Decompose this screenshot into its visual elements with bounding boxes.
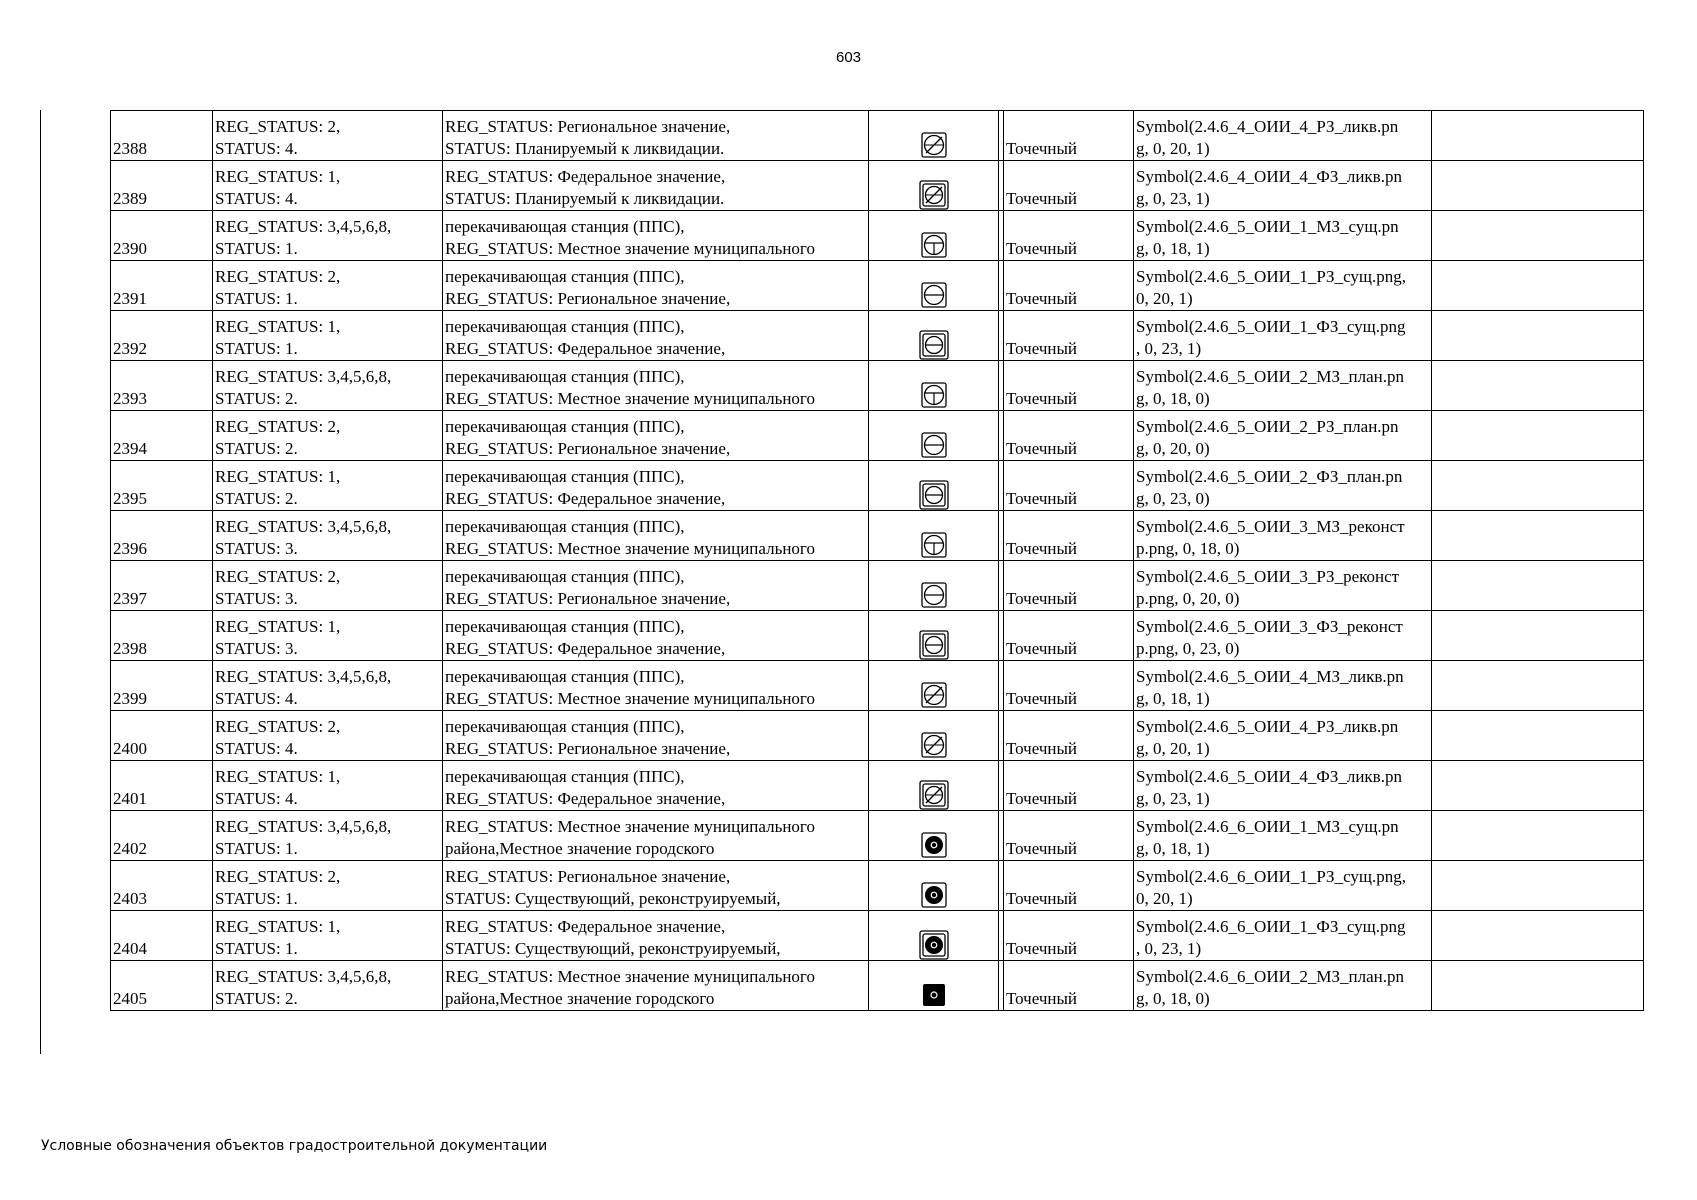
description-cell-line: REG_STATUS: Федеральное значение, <box>445 339 726 358</box>
description-cell-line: STATUS: Существующий, реконструируемый, <box>445 939 781 958</box>
table-row <box>111 661 1644 711</box>
empty-cell <box>1432 111 1644 161</box>
row-id-cell: 2393 <box>111 361 213 411</box>
description-cell <box>443 511 869 561</box>
row-id-cell: 2388 <box>111 111 213 161</box>
attribute-cell-line: REG_STATUS: 3,4,5,6,8, <box>215 217 392 236</box>
description-cell-line: перекачивающая станция (ППС), <box>445 317 685 336</box>
symbol-code-cell-line: , 0, 23, 1) <box>1136 939 1202 958</box>
double-square-circle-bar-icon <box>919 330 949 360</box>
double-square-circle-slash-icon <box>919 180 949 210</box>
symbol-code-cell-line: g, 0, 20, 0) <box>1136 439 1210 458</box>
square-circle-bar-icon <box>919 580 949 610</box>
attribute-cell <box>213 311 443 361</box>
attribute-cell-line: REG_STATUS: 1, <box>215 317 341 336</box>
description-cell-line: перекачивающая станция (ППС), <box>445 717 685 736</box>
geometry-type-cell: Точечный <box>1004 261 1134 311</box>
description-cell-line: REG_STATUS: Местное значение муниципального <box>445 239 815 258</box>
double-square-circle-slash-icon <box>919 780 949 810</box>
description-cell-line: перекачивающая станция (ППС), <box>445 367 685 386</box>
attribute-cell <box>213 911 443 961</box>
table-row <box>111 811 1644 861</box>
description-cell-line: района,Местное значение городского <box>445 839 715 858</box>
attribute-cell-line: REG_STATUS: 3,4,5,6,8, <box>215 667 392 686</box>
description-cell <box>443 761 869 811</box>
symbol-code-cell-line: g, 0, 23, 0) <box>1136 489 1210 508</box>
empty-cell <box>1432 511 1644 561</box>
symbol-code-cell-line: Symbol(2.4.6_6_ОИИ_1_МЗ_сущ.pn <box>1136 817 1399 836</box>
symbol-preview-cell <box>869 811 999 861</box>
attribute-cell-line: REG_STATUS: 3,4,5,6,8, <box>215 367 392 386</box>
symbol-code-cell-line: g, 0, 18, 0) <box>1136 989 1210 1008</box>
table-row <box>111 611 1644 661</box>
attribute-cell <box>213 111 443 161</box>
geometry-type-cell: Точечный <box>1004 561 1134 611</box>
empty-cell <box>1432 711 1644 761</box>
symbol-code-cell-line: р.png, 0, 23, 0) <box>1136 639 1240 658</box>
attribute-cell-line: STATUS: 4. <box>215 789 298 808</box>
attribute-cell-line: STATUS: 4. <box>215 139 298 158</box>
attribute-cell <box>213 711 443 761</box>
attribute-cell-line: REG_STATUS: 3,4,5,6,8, <box>215 817 392 836</box>
attribute-cell-line: REG_STATUS: 1, <box>215 467 341 486</box>
page-number: 603 <box>835 49 862 66</box>
description-cell-line: REG_STATUS: Региональное значение, <box>445 867 731 886</box>
description-cell-line: STATUS: Планируемый к ликвидации. <box>445 189 725 208</box>
description-cell <box>443 411 869 461</box>
square-circle-bar-icon <box>919 430 949 460</box>
symbol-code-cell <box>1134 311 1432 361</box>
symbol-preview-cell <box>869 711 999 761</box>
description-cell-line: перекачивающая станция (ППС), <box>445 467 685 486</box>
description-cell-line: REG_STATUS: Региональное значение, <box>445 439 731 458</box>
symbol-preview-cell <box>869 561 999 611</box>
table-row <box>111 461 1644 511</box>
symbol-preview-cell <box>869 611 999 661</box>
symbol-code-cell-line: Symbol(2.4.6_5_ОИИ_2_ФЗ_план.pn <box>1136 467 1403 486</box>
attribute-cell-line: STATUS: 2. <box>215 389 298 408</box>
double-filled-square-dot-icon <box>919 930 949 960</box>
symbol-code-cell <box>1134 911 1432 961</box>
attribute-cell-line: REG_STATUS: 2, <box>215 117 341 136</box>
geometry-type-cell: Точечный <box>1004 311 1134 361</box>
description-cell <box>443 111 869 161</box>
symbol-table <box>110 110 1644 1011</box>
table-row <box>111 861 1644 911</box>
symbol-preview-cell <box>869 911 999 961</box>
square-circle-t-icon <box>919 530 949 560</box>
attribute-cell-line: STATUS: 4. <box>215 189 298 208</box>
description-cell-line: REG_STATUS: Региональное значение, <box>445 289 731 308</box>
description-cell <box>443 161 869 211</box>
symbol-code-cell <box>1134 861 1432 911</box>
description-cell <box>443 461 869 511</box>
geometry-type-cell: Точечный <box>1004 411 1134 461</box>
row-id-cell: 2404 <box>111 911 213 961</box>
empty-cell <box>1432 611 1644 661</box>
symbol-code-cell <box>1134 461 1432 511</box>
square-circle-slash-icon <box>919 730 949 760</box>
geometry-type-cell: Точечный <box>1004 361 1134 411</box>
description-cell <box>443 561 869 611</box>
attribute-cell <box>213 261 443 311</box>
description-cell-line: REG_STATUS: Федеральное значение, <box>445 789 726 808</box>
symbol-code-cell <box>1134 661 1432 711</box>
symbol-code-cell-line: Symbol(2.4.6_5_ОИИ_2_РЗ_план.pn <box>1136 417 1399 436</box>
description-cell-line: REG_STATUS: Региональное значение, <box>445 739 731 758</box>
square-circle-bar-icon <box>919 280 949 310</box>
symbol-code-cell-line: 0, 20, 1) <box>1136 289 1193 308</box>
symbol-code-cell <box>1134 761 1432 811</box>
table-row <box>111 411 1644 461</box>
attribute-cell-line: STATUS: 4. <box>215 689 298 708</box>
symbol-code-cell-line: Symbol(2.4.6_5_ОИИ_2_МЗ_план.pn <box>1136 367 1404 386</box>
symbol-preview-cell <box>869 961 999 1011</box>
small-filled-square-dot-icon <box>919 980 949 1010</box>
empty-cell <box>1432 461 1644 511</box>
empty-cell <box>1432 911 1644 961</box>
description-cell <box>443 811 869 861</box>
symbol-code-cell-line: g, 0, 18, 1) <box>1136 689 1210 708</box>
description-cell <box>443 711 869 761</box>
description-cell-line: перекачивающая станция (ППС), <box>445 417 685 436</box>
symbol-table-body <box>111 111 1644 1011</box>
filled-square-dot-icon <box>919 880 949 910</box>
table-row <box>111 511 1644 561</box>
description-cell-line: перекачивающая станция (ППС), <box>445 667 685 686</box>
table-row <box>111 261 1644 311</box>
description-cell-line: района,Местное значение городского <box>445 989 715 1008</box>
description-cell <box>443 261 869 311</box>
table-row <box>111 311 1644 361</box>
symbol-code-cell-line: р.png, 0, 18, 0) <box>1136 539 1240 558</box>
symbol-code-cell <box>1134 111 1432 161</box>
description-cell <box>443 611 869 661</box>
description-cell <box>443 861 869 911</box>
attribute-cell-line: STATUS: 2. <box>215 989 298 1008</box>
attribute-cell-line: STATUS: 3. <box>215 589 298 608</box>
description-cell <box>443 361 869 411</box>
symbol-code-cell-line: g, 0, 18, 1) <box>1136 239 1210 258</box>
empty-cell <box>1432 211 1644 261</box>
attribute-cell <box>213 761 443 811</box>
description-cell-line: REG_STATUS: Местное значение муниципального <box>445 539 815 558</box>
symbol-code-cell-line: Symbol(2.4.6_5_ОИИ_1_МЗ_сущ.pn <box>1136 217 1399 236</box>
symbol-preview-cell <box>869 311 999 361</box>
description-cell <box>443 911 869 961</box>
description-cell-line: REG_STATUS: Федеральное значение, <box>445 167 726 186</box>
description-cell-line: перекачивающая станция (ППС), <box>445 767 685 786</box>
description-cell-line: перекачивающая станция (ППС), <box>445 617 685 636</box>
table-row <box>111 211 1644 261</box>
page-footer: Условные обозначения объектов градостроительной документации <box>41 1138 548 1154</box>
symbol-code-cell-line: Symbol(2.4.6_6_ОИИ_1_РЗ_сущ.png, <box>1136 867 1406 886</box>
row-id-cell: 2396 <box>111 511 213 561</box>
attribute-cell-line: REG_STATUS: 2, <box>215 567 341 586</box>
symbol-code-cell-line: Symbol(2.4.6_4_ОИИ_4_РЗ_ликв.pn <box>1136 117 1399 136</box>
attribute-cell-line: REG_STATUS: 3,4,5,6,8, <box>215 967 392 986</box>
geometry-type-cell: Точечный <box>1004 911 1134 961</box>
square-circle-slash-icon <box>919 130 949 160</box>
empty-cell <box>1432 261 1644 311</box>
attribute-cell-line: REG_STATUS: 1, <box>215 917 341 936</box>
attribute-cell-line: REG_STATUS: 1, <box>215 617 341 636</box>
description-cell <box>443 961 869 1011</box>
empty-cell <box>1432 561 1644 611</box>
margin-line <box>40 110 41 1054</box>
description-cell <box>443 311 869 361</box>
symbol-code-cell-line: Symbol(2.4.6_6_ОИИ_1_ФЗ_сущ.png <box>1136 917 1406 936</box>
geometry-type-cell: Точечный <box>1004 711 1134 761</box>
description-cell-line: REG_STATUS: Региональное значение, <box>445 589 731 608</box>
empty-cell <box>1432 161 1644 211</box>
description-cell-line: REG_STATUS: Региональное значение, <box>445 117 731 136</box>
symbol-code-cell <box>1134 411 1432 461</box>
square-circle-t-icon <box>919 230 949 260</box>
symbol-code-cell-line: g, 0, 23, 1) <box>1136 789 1210 808</box>
row-id-cell: 2394 <box>111 411 213 461</box>
row-id-cell: 2405 <box>111 961 213 1011</box>
symbol-code-cell-line: Symbol(2.4.6_5_ОИИ_4_МЗ_ликв.pn <box>1136 667 1404 686</box>
symbol-code-cell <box>1134 361 1432 411</box>
geometry-type-cell: Точечный <box>1004 161 1134 211</box>
row-id-cell: 2398 <box>111 611 213 661</box>
symbol-preview-cell <box>869 511 999 561</box>
geometry-type-cell: Точечный <box>1004 961 1134 1011</box>
symbol-code-cell-line: Symbol(2.4.6_5_ОИИ_3_МЗ_реконст <box>1136 517 1405 536</box>
row-id-cell: 2397 <box>111 561 213 611</box>
empty-cell <box>1432 311 1644 361</box>
description-cell-line: REG_STATUS: Местное значение муниципального <box>445 967 815 986</box>
geometry-type-cell: Точечный <box>1004 461 1134 511</box>
attribute-cell <box>213 361 443 411</box>
symbol-code-cell <box>1134 711 1432 761</box>
symbol-code-cell-line: g, 0, 20, 1) <box>1136 739 1210 758</box>
attribute-cell <box>213 661 443 711</box>
description-cell-line: перекачивающая станция (ППС), <box>445 267 685 286</box>
row-id-cell: 2403 <box>111 861 213 911</box>
empty-cell <box>1432 861 1644 911</box>
geometry-type-cell: Точечный <box>1004 511 1134 561</box>
empty-cell <box>1432 661 1644 711</box>
symbol-preview-cell <box>869 111 999 161</box>
attribute-cell <box>213 411 443 461</box>
attribute-cell-line: STATUS: 1. <box>215 839 298 858</box>
geometry-type-cell: Точечный <box>1004 811 1134 861</box>
table-row <box>111 161 1644 211</box>
attribute-cell-line: STATUS: 2. <box>215 439 298 458</box>
attribute-cell-line: STATUS: 1. <box>215 339 298 358</box>
symbol-code-cell <box>1134 261 1432 311</box>
empty-cell <box>1432 361 1644 411</box>
geometry-type-cell: Точечный <box>1004 111 1134 161</box>
attribute-cell <box>213 461 443 511</box>
row-id-cell: 2391 <box>111 261 213 311</box>
description-cell-line: перекачивающая станция (ППС), <box>445 517 685 536</box>
attribute-cell <box>213 161 443 211</box>
geometry-type-cell: Точечный <box>1004 761 1134 811</box>
row-id-cell: 2389 <box>111 161 213 211</box>
attribute-cell-line: REG_STATUS: 2, <box>215 717 341 736</box>
symbol-preview-cell <box>869 361 999 411</box>
symbol-preview-cell <box>869 161 999 211</box>
symbol-preview-cell <box>869 411 999 461</box>
symbol-code-cell <box>1134 161 1432 211</box>
symbol-code-cell-line: , 0, 23, 1) <box>1136 339 1202 358</box>
filled-square-dot-icon <box>919 830 949 860</box>
square-circle-slash-icon <box>919 680 949 710</box>
attribute-cell <box>213 611 443 661</box>
double-square-circle-bar-icon <box>919 630 949 660</box>
description-cell-line: перекачивающая станция (ППС), <box>445 567 685 586</box>
row-id-cell: 2400 <box>111 711 213 761</box>
table-row <box>111 961 1644 1011</box>
double-square-circle-bar-icon <box>919 480 949 510</box>
symbol-code-cell-line: р.png, 0, 20, 0) <box>1136 589 1240 608</box>
attribute-cell-line: REG_STATUS: 1, <box>215 167 341 186</box>
attribute-cell-line: REG_STATUS: 1, <box>215 767 341 786</box>
symbol-code-cell-line: Symbol(2.4.6_5_ОИИ_4_РЗ_ликв.pn <box>1136 717 1399 736</box>
symbol-code-cell-line: Symbol(2.4.6_5_ОИИ_1_ФЗ_сущ.png <box>1136 317 1406 336</box>
attribute-cell-line: STATUS: 1. <box>215 289 298 308</box>
symbol-code-cell-line: g, 0, 23, 1) <box>1136 189 1210 208</box>
symbol-code-cell <box>1134 561 1432 611</box>
description-cell-line: STATUS: Существующий, реконструируемый, <box>445 889 781 908</box>
symbol-code-cell <box>1134 611 1432 661</box>
symbol-code-cell-line: g, 0, 20, 1) <box>1136 139 1210 158</box>
attribute-cell <box>213 811 443 861</box>
table-row <box>111 561 1644 611</box>
table-row <box>111 761 1644 811</box>
attribute-cell-line: STATUS: 3. <box>215 539 298 558</box>
attribute-cell-line: STATUS: 1. <box>215 939 298 958</box>
description-cell-line: REG_STATUS: Местное значение муниципального <box>445 389 815 408</box>
table-row <box>111 911 1644 961</box>
description-cell-line: STATUS: Планируемый к ликвидации. <box>445 139 725 158</box>
empty-cell <box>1432 811 1644 861</box>
symbol-code-cell-line: 0, 20, 1) <box>1136 889 1193 908</box>
description-cell-line: REG_STATUS: Федеральное значение, <box>445 917 726 936</box>
symbol-preview-cell <box>869 861 999 911</box>
row-id-cell: 2390 <box>111 211 213 261</box>
row-id-cell: 2402 <box>111 811 213 861</box>
symbol-code-cell-line: Symbol(2.4.6_5_ОИИ_3_ФЗ_реконст <box>1136 617 1403 636</box>
row-id-cell: 2399 <box>111 661 213 711</box>
attribute-cell-line: STATUS: 1. <box>215 239 298 258</box>
row-id-cell: 2401 <box>111 761 213 811</box>
symbol-code-cell-line: Symbol(2.4.6_5_ОИИ_4_ФЗ_ликв.pn <box>1136 767 1402 786</box>
attribute-cell-line: REG_STATUS: 3,4,5,6,8, <box>215 517 392 536</box>
attribute-cell <box>213 961 443 1011</box>
geometry-type-cell: Точечный <box>1004 661 1134 711</box>
symbol-code-cell-line: Symbol(2.4.6_4_ОИИ_4_ФЗ_ликв.pn <box>1136 167 1402 186</box>
symbol-code-cell-line: g, 0, 18, 1) <box>1136 839 1210 858</box>
attribute-cell-line: STATUS: 2. <box>215 489 298 508</box>
symbol-code-cell <box>1134 961 1432 1011</box>
symbol-preview-cell <box>869 211 999 261</box>
description-cell-line: REG_STATUS: Федеральное значение, <box>445 639 726 658</box>
attribute-cell-line: STATUS: 1. <box>215 889 298 908</box>
table-row <box>111 111 1644 161</box>
symbol-code-cell-line: g, 0, 18, 0) <box>1136 389 1210 408</box>
attribute-cell-line: STATUS: 4. <box>215 739 298 758</box>
description-cell-line: REG_STATUS: Местное значение муниципального <box>445 817 815 836</box>
symbol-code-cell <box>1134 211 1432 261</box>
description-cell <box>443 211 869 261</box>
square-circle-t-icon <box>919 380 949 410</box>
table-row <box>111 711 1644 761</box>
empty-cell <box>1432 411 1644 461</box>
attribute-cell <box>213 211 443 261</box>
symbol-code-cell-line: Symbol(2.4.6_5_ОИИ_1_РЗ_сущ.png, <box>1136 267 1406 286</box>
attribute-cell <box>213 511 443 561</box>
attribute-cell-line: STATUS: 3. <box>215 639 298 658</box>
description-cell-line: REG_STATUS: Федеральное значение, <box>445 489 726 508</box>
description-cell-line: перекачивающая станция (ППС), <box>445 217 685 236</box>
attribute-cell-line: REG_STATUS: 2, <box>215 867 341 886</box>
attribute-cell <box>213 861 443 911</box>
row-id-cell: 2395 <box>111 461 213 511</box>
symbol-code-cell-line: Symbol(2.4.6_5_ОИИ_3_РЗ_реконст <box>1136 567 1400 586</box>
symbol-code-cell <box>1134 811 1432 861</box>
geometry-type-cell: Точечный <box>1004 211 1134 261</box>
symbol-preview-cell <box>869 461 999 511</box>
symbol-code-cell-line: Symbol(2.4.6_6_ОИИ_2_МЗ_план.pn <box>1136 967 1404 986</box>
symbol-code-cell <box>1134 511 1432 561</box>
geometry-type-cell: Точечный <box>1004 861 1134 911</box>
symbol-preview-cell <box>869 661 999 711</box>
symbol-preview-cell <box>869 761 999 811</box>
empty-cell <box>1432 961 1644 1011</box>
row-id-cell: 2392 <box>111 311 213 361</box>
empty-cell <box>1432 761 1644 811</box>
attribute-cell <box>213 561 443 611</box>
attribute-cell-line: REG_STATUS: 2, <box>215 417 341 436</box>
description-cell-line: REG_STATUS: Местное значение муниципального <box>445 689 815 708</box>
geometry-type-cell: Точечный <box>1004 611 1134 661</box>
table-row <box>111 361 1644 411</box>
attribute-cell-line: REG_STATUS: 2, <box>215 267 341 286</box>
description-cell <box>443 661 869 711</box>
symbol-preview-cell <box>869 261 999 311</box>
